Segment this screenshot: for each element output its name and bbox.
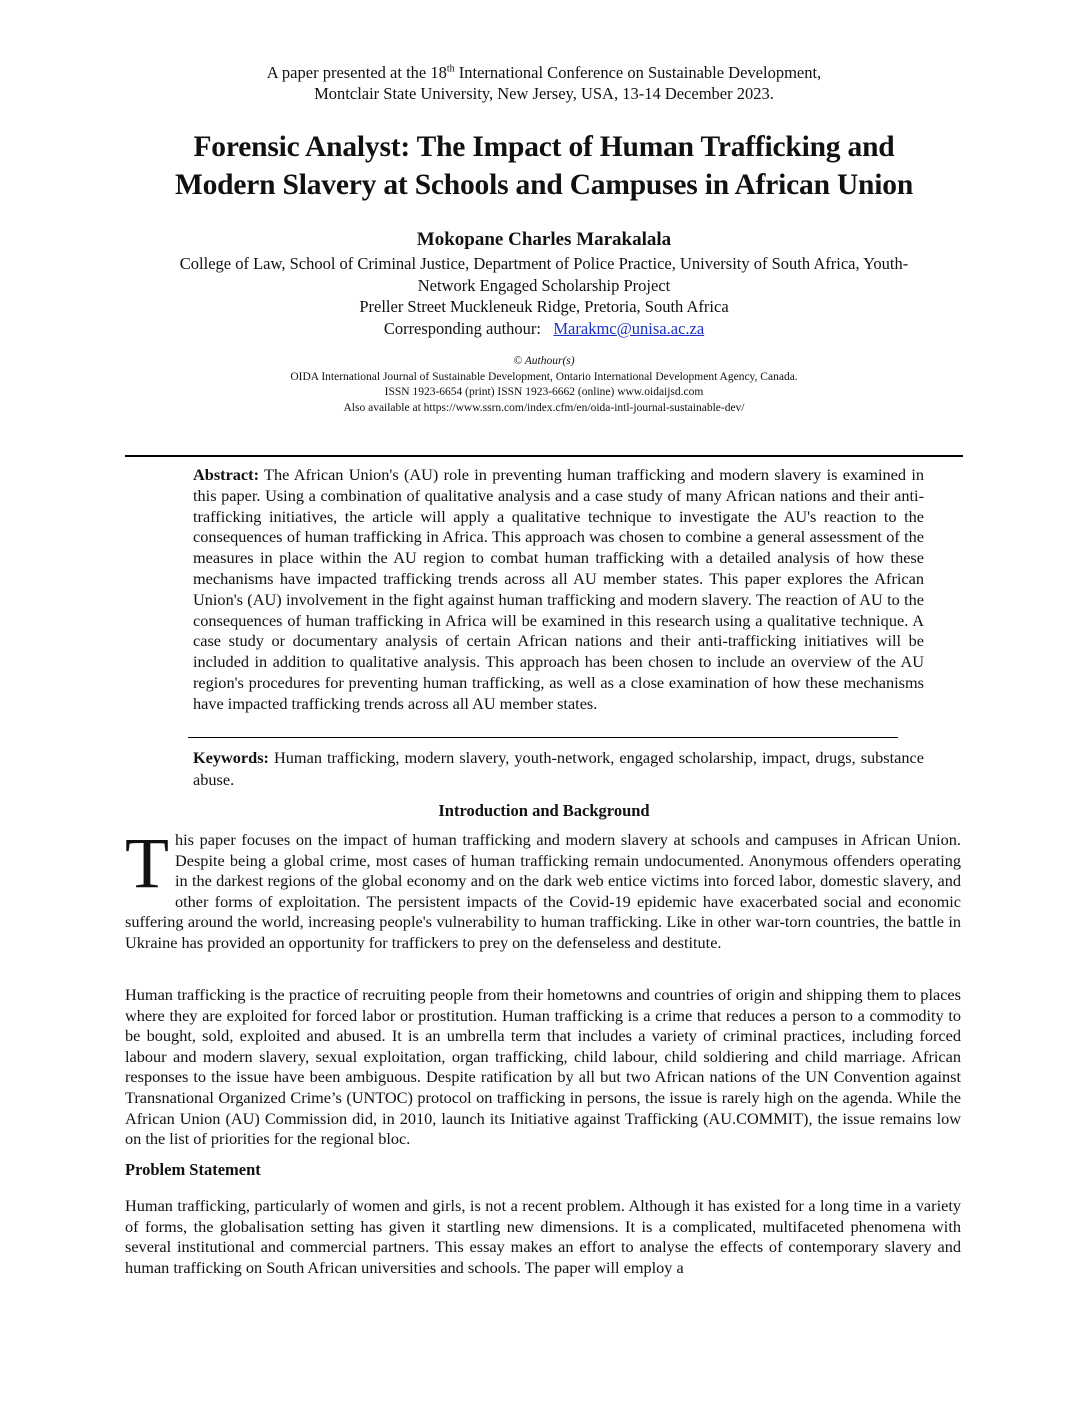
abstract-divider (188, 737, 898, 738)
abstract (193, 465, 924, 715)
drop-cap: T (125, 823, 169, 903)
conference-note (0, 62, 1088, 104)
corresponding-label: Corresponding authour: (383, 318, 541, 338)
copyright-notice: © Authour(s) (513, 355, 575, 367)
problem-paragraph-1: Human trafficking, particularly of women and girls, is not a recent problem. Although it has existed for a long time in a variety of forms, the globalisation setting has given it startling new dimensions. It is a complicated, multifaceted phenomena with several institutional and commercial partners. This essay makes an effort to analyse the effects of contemporary slavery and human trafficking on South African universities and schools. The paper will employ a (125, 1196, 961, 1277)
abstract-label: Abstract: (193, 465, 260, 484)
intro-paragraph-1 (125, 823, 961, 954)
journal-availability: Also available at https://www.ssrn.com/index.cfm/en/oida-intl-journal-sustainable-dev/ (343, 401, 745, 414)
journal-info (100, 354, 988, 416)
author-name: Mokopane Charles Marakalala (416, 229, 672, 250)
keywords-label: Keywords: (193, 748, 269, 767)
author-address: Preller Street Muckleneuk Ridge, Pretoria, South Africa (359, 297, 729, 316)
conference-note-text: International Conference on Sustainable Development, (454, 63, 822, 82)
section-heading-introduction: Introduction and Background (438, 801, 650, 820)
ordinal-superscript: th (446, 63, 455, 75)
journal-issn: ISSN 1923-6654 (print) ISSN 1923-6662 (online) www.oidaijsd.com (384, 386, 704, 398)
keywords-text: Human trafficking, modern slavery, youth-network, engaged scholarship, impact, drugs, substance abuse. (193, 748, 924, 789)
affiliation-line1: College of Law, School of Criminal Justice, Department of Police Practice, University of South Africa, Youth- (179, 254, 909, 273)
title-line1: Forensic Analyst: The Impact of Human Trafficking and (193, 131, 895, 163)
paper-title (100, 128, 988, 204)
corresponding-author (100, 318, 988, 340)
author-block (100, 228, 988, 339)
intro-paragraph-2: Human trafficking is the practice of recruiting people from their hometowns and countries of origin and shipping them to places where they are exploited for forced labor or prostitution. Human trafficking is a crime that reduces a person to a commodity to be bought, sold, exploited and abused. It is an umbrella term that includes a variety of criminal practices, including forced labour and modern slavery, sexual exploitation, organ trafficking, child labour, child soldiering and child marriage. African responses to the issue have been ambiguous. Despite ratification by all but two African nations of the UN Convention against Transnational Organized Crime’s (UNTOC) protocol on trafficking in persons, the issue is rarely high on the agenda. While the African Union (AU) Commission did, in 2010, launch its Initiative against Trafficking (AU.COMMIT), the issue remains low on the list of priorities for the regional bloc. (125, 985, 961, 1149)
title-line2: Modern Slavery at Schools and Campuses in African Union (174, 169, 914, 201)
affiliation-line2: Network Engaged Scholarship Project (417, 275, 671, 295)
journal-name: OIDA International Journal of Sustainable Development, Ontario International Development Agency, Canada. (290, 370, 798, 383)
author-email-link[interactable]: Marakmc@unisa.ac.za (553, 318, 705, 338)
conference-note-text: A paper presented at the 18 (266, 63, 447, 82)
keywords (193, 747, 924, 791)
abstract-text: The African Union's (AU) role in preventing human trafficking and modern slavery is examined in this paper. Using a combination of qualitative analysis and a case study of many African nations and their anti-trafficking initiatives, the article will apply a qualitative technique to investigate the AU's reaction to the consequences of human trafficking in Africa. This approach was chosen to combine a general assessment of the measures in place within the AU region to combat human trafficking with a detailed analysis of how these mechanisms have impacted trafficking trends across all AU member states. This paper explores the African Union's (AU) involvement in the fight against human trafficking and modern slavery. The reaction of AU to the consequences of human trafficking in Africa will be examined in this research using a qualitative technique. A case study or documentary analysis of certain African nations and their anti-trafficking initiatives will be included in addition to qualitative analysis. This approach has been chosen to include an overview of the AU region's procedures for preventing human trafficking, as well as a close examination of how these mechanisms have impacted trafficking trends across all AU member states. (193, 465, 924, 713)
conference-note-line2: Montclair State University, New Jersey, USA, 13-14 December 2023. (314, 84, 774, 103)
section-heading-problem-statement: Problem Statement (125, 1160, 261, 1179)
conference-note-line1 (0, 62, 1088, 83)
header-divider (125, 455, 963, 457)
intro-paragraph-1-text: his paper focuses on the impact of human trafficking and modern slavery at schools and campuses in African Union. Despite being a global crime, most cases of human trafficking remain undocumented. Anonymous offenders operating in the darkest regions of the global economy and on the dark web entice victims into forced labor, domestic slavery, and other forms of exploitation. The persistent impacts of the Covid-19 epidemic have exacerbated social and economic suffering around the world, increasing people's vulnerability to human trafficking. Like in other war-torn countries, the battle in Ukraine has provided an opportunity for traffickers to prey on the defenseless and destitute. (125, 830, 961, 952)
